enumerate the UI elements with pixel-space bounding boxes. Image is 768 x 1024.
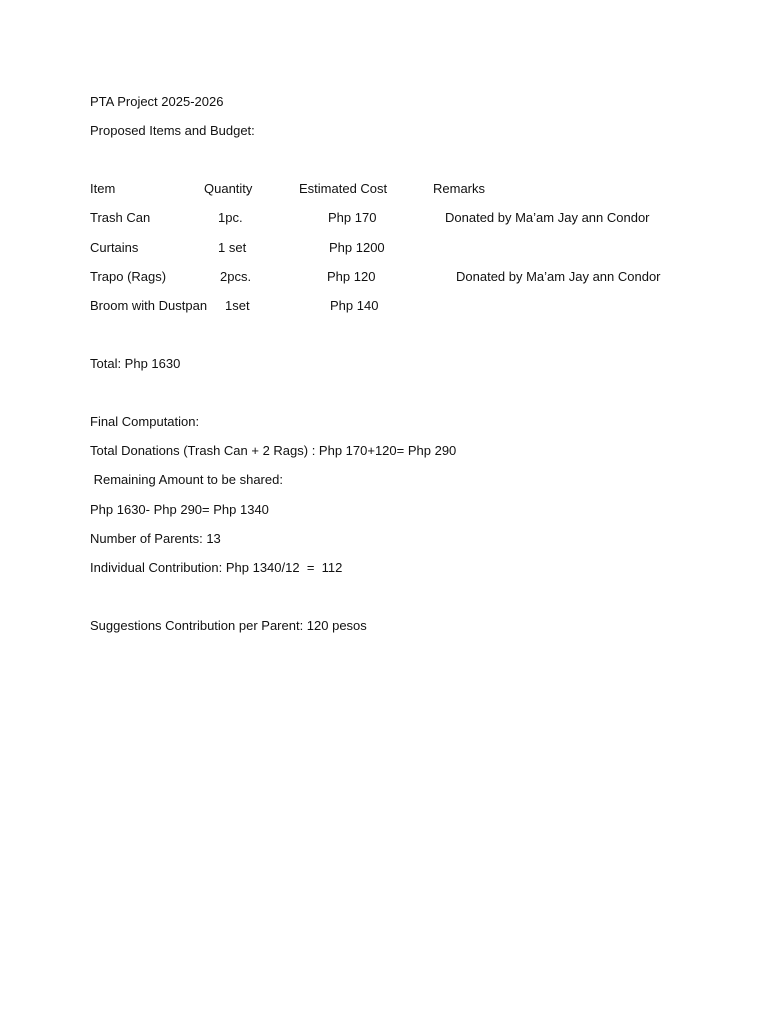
parents-line: Number of Parents: 13 [90,531,221,546]
row-cost: Php 140 [330,298,379,313]
total-line: Total: Php 1630 [90,356,181,371]
row-item: Broom with Dustpan [90,298,208,313]
row-cost: Php 1200 [329,240,385,255]
row-quantity: 1 set [218,240,247,255]
row-quantity: 1pc. [218,210,243,225]
header-quantity: Quantity [204,181,253,196]
final-computation-heading: Final Computation: [90,414,200,429]
document-title: PTA Project 2025-2026 [90,94,224,109]
individual-contribution-line: Individual Contribution: Php 1340/12 = 112 [90,560,343,575]
row-item: Trapo (Rags) [90,269,167,284]
row-remarks: Donated by Ma’am Jay ann Condor [445,210,650,225]
remaining-calc: Php 1630- Php 290= Php 1340 [90,502,269,517]
suggestion-line: Suggestions Contribution per Parent: 120 pesos [90,618,367,633]
row-quantity: 1set [225,298,250,313]
header-remarks: Remarks [433,181,486,196]
row-cost: Php 120 [327,269,376,284]
donations-line: Total Donations (Trash Can + 2 Rags) : Php 170+120= Php 290 [90,443,457,458]
header-item: Item [90,181,116,196]
row-item: Trash Can [90,210,151,225]
document-subtitle: Proposed Items and Budget: [90,123,255,138]
remaining-label: Remaining Amount to be shared: [90,472,283,487]
header-estimated-cost: Estimated Cost [299,181,388,196]
row-quantity: 2pcs. [220,269,252,284]
row-item: Curtains [90,240,139,255]
row-remarks: Donated by Ma’am Jay ann Condor [456,269,661,284]
row-cost: Php 170 [328,210,377,225]
